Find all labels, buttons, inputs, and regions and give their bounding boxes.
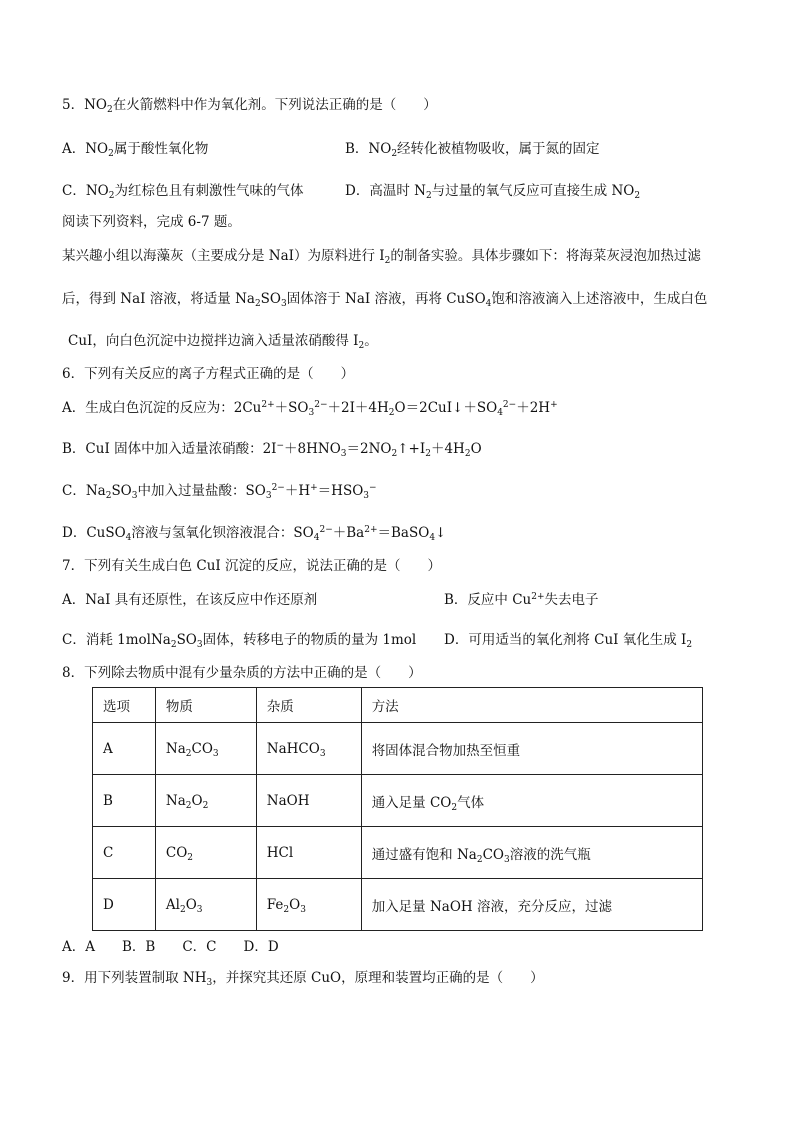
q7-options-row2: [62, 631, 693, 650]
q6-option-d: D．CuSO$_4$溶液与氢氧化钡溶液混合：$SO_4^{2-}+Ba^{2+}=BaSO_4↓$: [62, 525, 447, 543]
q7-stem: 7．下列有关生成白色 CuI 沉淀的反应，说法正确的是（ ）: [62, 558, 442, 574]
row-substance: $Na_2O_2$: [155, 775, 256, 827]
row-substance: $Al_2O_3$: [155, 879, 256, 931]
reading-intro: 阅读下列资料，完成 6-7 题。: [62, 214, 241, 230]
row-method: 加入足量 NaOH 溶液，充分反应，过滤: [361, 879, 702, 931]
table-row: [93, 775, 703, 827]
row-impurity: $Fe_2O_3$: [256, 879, 361, 931]
q6-option-c: C．$Na_2SO_3$中加入过量盐酸：$SO_3^{2-}+H^+=HSO_3^-$: [62, 483, 377, 501]
row-method: 通入足量 $CO_2$气体: [361, 775, 702, 827]
q6-option-a: A．生成白色沉淀的反应为：$2Cu^{2+}+SO_3^{2-}+2I+4H_2O=2CuI↓+SO_4^{2-}+2H^+$: [62, 400, 558, 418]
reading-paragraph-line2: 后，得到 NaI 溶液，将适量 $Na_2SO_3$固体溶于 NaI 溶液，再将 CuSO$_4$饱和溶液滴入上述溶液中，生成白色: [62, 291, 708, 309]
row-method: 通过盛有饱和 $Na_2CO_3$溶液的洗气瓶: [361, 827, 702, 879]
q9-stem: 9．用下列装置制取 $NH_3$，并探究其还原 CuO，原理和装置均正确的是（ ）: [62, 970, 544, 988]
row-substance: $Na_2CO_3$: [155, 723, 256, 775]
header-option: 选项: [93, 688, 156, 723]
q5-option-c: C．$NO_2$为红棕色且有刺激性气味的气体: [62, 183, 304, 201]
row-substance: $CO_2$: [155, 827, 256, 879]
reading-paragraph-line3: CuI，向白色沉淀中边搅拌边滴入适量浓硝酸得 $I_2$。: [68, 333, 378, 351]
row-impurity: NaOH: [256, 775, 361, 827]
q8-stem: 8．下列除去物质中混有少量杂质的方法中正确的是（ ）: [62, 665, 422, 681]
row-option: B: [93, 775, 156, 827]
q8-table-header: [93, 688, 703, 723]
reading-paragraph-line1: 某兴趣小组以海藻灰（主要成分是 NaI）为原料进行 $I_2$的制备实验。具体步骤如下：将海菜灰浸泡加热过滤: [62, 248, 701, 266]
q7-option-c: C．消耗 $1molNa_2SO_3$固体，转移电子的物质的量为 1mol: [62, 632, 417, 650]
row-option: C: [93, 827, 156, 879]
q7-options-row1: [62, 591, 599, 609]
q6-option-b: B．CuI 固体中加入适量浓硝酸：$2I^-+8HNO_3=2NO_2↑+I_2+4H_2O$: [62, 441, 482, 459]
header-impurity: 杂质: [256, 688, 361, 723]
row-method: 将固体混合物加热至恒重: [361, 723, 702, 775]
row-option: A: [93, 723, 156, 775]
q5-stem: 5．$NO_2$在火箭燃料中作为氧化剂。下列说法正确的是（ ）: [62, 97, 437, 115]
q8-options: A．A B．B C．C D．D: [62, 939, 279, 955]
q5-option-b: B．$NO_2$经转化被植物吸收，属于氮的固定: [345, 141, 600, 159]
table-row: [93, 827, 703, 879]
q7-option-d: D．可用适当的氧化剂将 CuI 氧化生成 $I_2$: [444, 632, 693, 650]
q5-options-row2: [62, 182, 641, 201]
row-impurity: HCl: [256, 827, 361, 879]
q7-option-b: B．反应中 $Cu^{2+}$失去电子: [444, 592, 599, 608]
q7-option-a: A．NaI 具有还原性，在该反应中作还原剂: [62, 592, 318, 608]
q5-option-a: A．$NO_2$属于酸性氧化物: [62, 141, 209, 159]
q8-table: [92, 687, 703, 931]
header-substance: 物质: [155, 688, 256, 723]
q5-option-d: D．高温时 $N_2$与过量的氧气反应可直接生成 $NO_2$: [345, 183, 641, 201]
q6-stem: 6．下列有关反应的离子方程式正确的是（ ）: [62, 366, 355, 382]
table-row: [93, 723, 703, 775]
row-impurity: NaHCO$_3$: [256, 723, 361, 775]
table-row: [93, 879, 703, 931]
q5-options-row1: [62, 140, 600, 159]
row-option: D: [93, 879, 156, 931]
header-method: 方法: [361, 688, 702, 723]
